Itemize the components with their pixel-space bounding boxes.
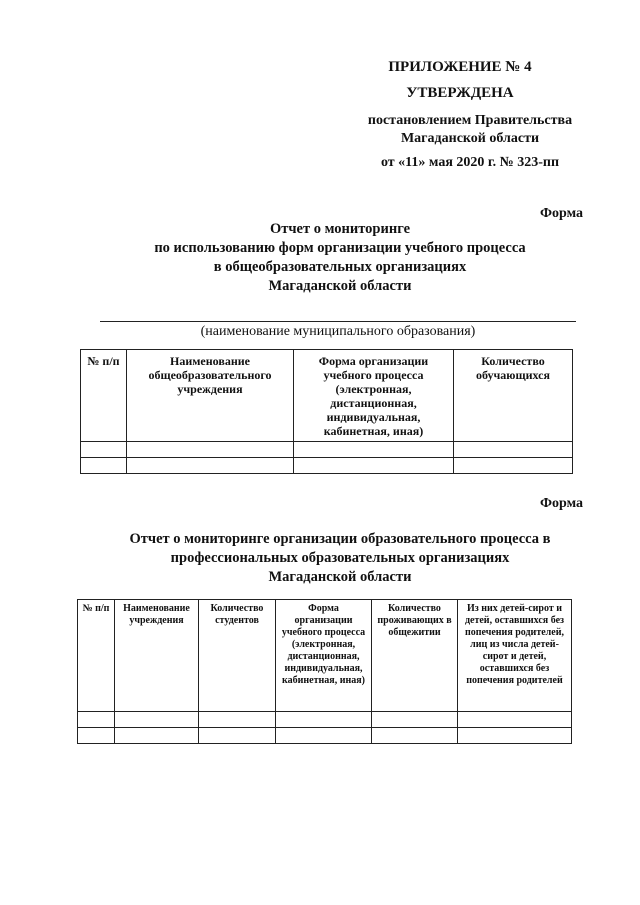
table-cell[interactable]: [81, 442, 127, 458]
col-students-header: Количество обучающихся: [454, 350, 573, 442]
decree-line-1: постановлением Правительства: [367, 113, 573, 128]
form-2-title-line-3: Магаданской области: [268, 569, 412, 585]
col-institution-header: Наименование общеобразовательного учреждения: [127, 350, 294, 442]
form-1-title-line-3: в общеобразовательных организациях: [213, 259, 467, 275]
col-orphans-header: Из них детей-сирот и детей, оставшихся без попечения родителей, лиц из числа детей-сирот и детей, оставшихся без попечения родителей: [458, 600, 572, 712]
table-cell[interactable]: [276, 728, 372, 744]
col-dormitory-header: Количество проживающих в общежитии: [372, 600, 458, 712]
form-2-title-line-1: Отчет о мониторинге организации образовательного процесса в: [129, 531, 551, 547]
form-1-table: [80, 349, 573, 474]
table-row: [81, 442, 573, 458]
form-1-label: Форма: [540, 206, 584, 221]
appendix-number: ПРИЛОЖЕНИЕ № 4: [388, 59, 532, 75]
table-cell[interactable]: [372, 712, 458, 728]
table-cell[interactable]: [294, 458, 454, 474]
table-cell[interactable]: [115, 712, 199, 728]
col-form-header: Форма организации учебного процесса (электронная, дистанционная, индивидуальная, кабинетная, иная): [294, 350, 454, 442]
table-row: [81, 458, 573, 474]
table-cell[interactable]: [127, 458, 294, 474]
col-students-count-header: Количество студентов: [199, 600, 276, 712]
table-cell[interactable]: [458, 728, 572, 744]
table-row: [78, 728, 572, 744]
col-number-header: № п/п: [81, 350, 127, 442]
decree-date: от «11» мая 2020 г. № 323-пп: [380, 155, 560, 170]
table-cell[interactable]: [454, 442, 573, 458]
table-cell[interactable]: [199, 728, 276, 744]
decree-line-2: Магаданской области: [400, 131, 540, 146]
table-cell[interactable]: [294, 442, 454, 458]
table-cell[interactable]: [199, 712, 276, 728]
col-number-header: № п/п: [78, 600, 115, 712]
municipality-line: [100, 321, 576, 322]
table-cell[interactable]: [115, 728, 199, 744]
form-1-header-row: [81, 350, 573, 442]
form-1-title-line-2: по использованию форм организации учебного процесса: [154, 240, 526, 256]
col-form-header: Форма организации учебного процесса (электронная, дистанционная, индивидуальная, кабинетная, иная): [276, 600, 372, 712]
table-cell[interactable]: [454, 458, 573, 474]
municipality-caption: (наименование муниципального образования): [200, 324, 476, 339]
col-institution-header: Наименование учреждения: [115, 600, 199, 712]
form-2-label: Форма: [540, 496, 584, 511]
approved-label: УТВЕРЖДЕНА: [406, 85, 514, 101]
table-row: [78, 712, 572, 728]
table-cell[interactable]: [81, 458, 127, 474]
table-cell[interactable]: [276, 712, 372, 728]
table-cell[interactable]: [78, 728, 115, 744]
form-2-header-row: [78, 600, 572, 712]
form-2-table: [77, 599, 572, 744]
table-cell[interactable]: [458, 712, 572, 728]
table-cell[interactable]: [78, 712, 115, 728]
form-1-title-line-4: Магаданской области: [268, 278, 412, 294]
table-cell[interactable]: [127, 442, 294, 458]
form-1-title-line-1: Отчет о мониторинге: [269, 221, 411, 237]
form-2-title-line-2: профессиональных образовательных организациях: [170, 550, 510, 566]
table-cell[interactable]: [372, 728, 458, 744]
